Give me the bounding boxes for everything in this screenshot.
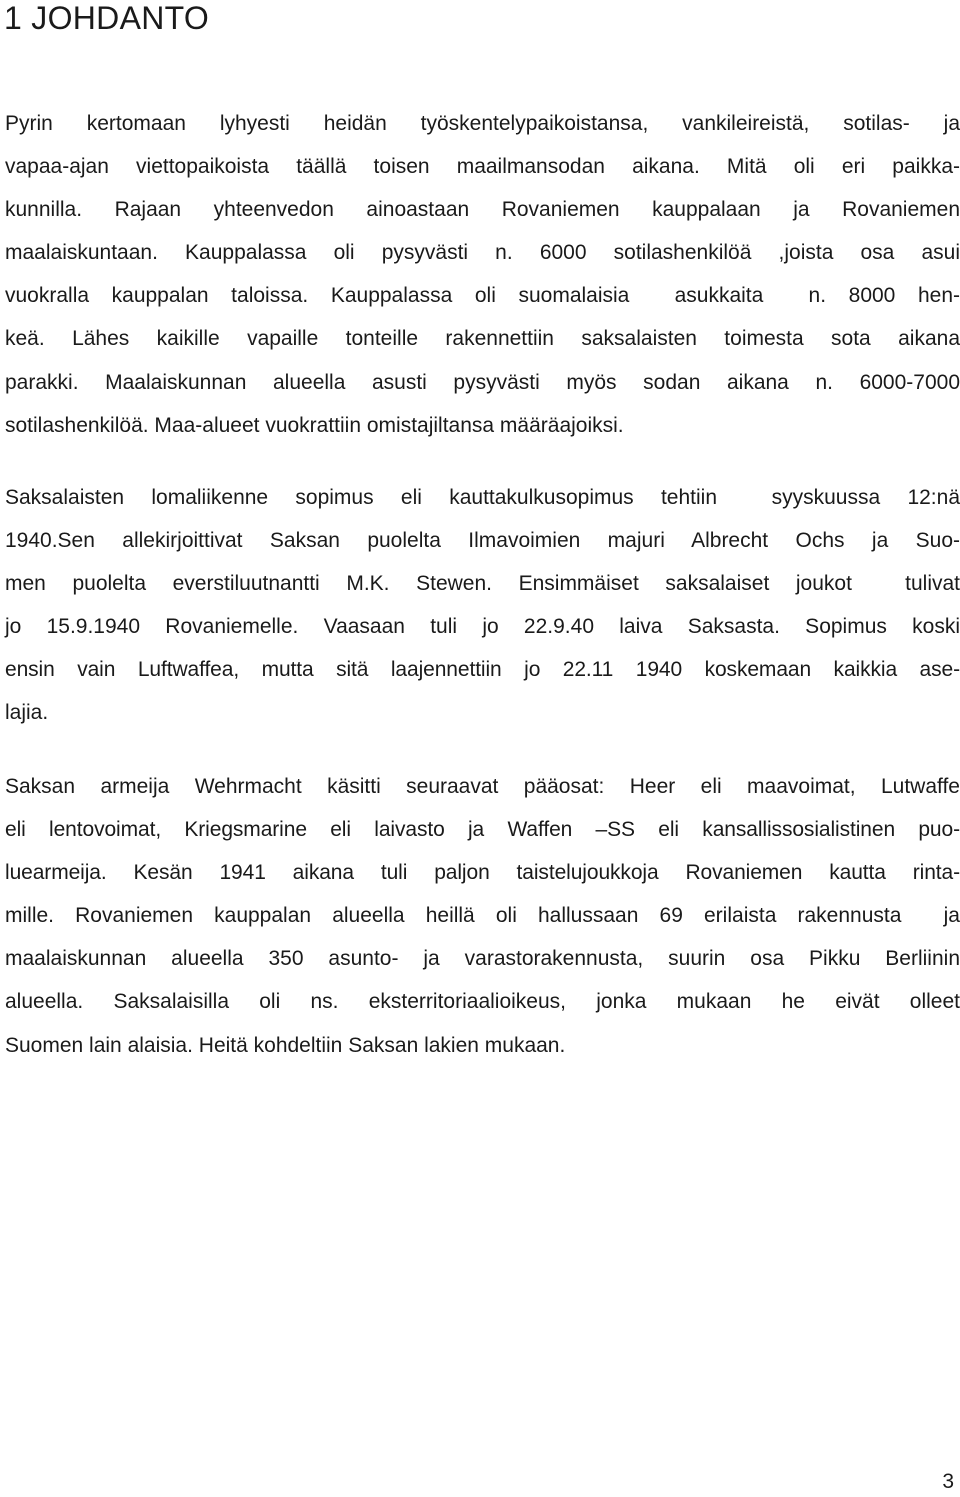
paragraph-line: eli lentovoimat, Kriegsmarine eli laivasto ja Waffen –SS eli kansallissosialistinen puo- [5,818,960,842]
paragraph-line: maalaiskunnan alueella 350 asunto- ja varastorakennusta, suurin osa Pikku Berliinin [5,947,960,971]
chapter-heading: 1 JOHDANTO [4,0,210,36]
paragraph-line: Pyrin kertomaan lyhyesti heidän työskentelypaikoistansa, vankileireistä, sotilas- ja [5,112,960,135]
paragraph-line: vuokralla kauppalan taloissa. Kauppalassa oli suomalaisia asukkaita n. 8000 hen- [5,284,960,308]
paragraph-line: lajia. [5,701,49,725]
paragraph-line: jo 15.9.1940 Rovaniemelle. Vaasaan tuli jo 22.9.40 laiva Saksasta. Sopimus koski [5,615,960,639]
paragraph-line: parakki. Maalaiskunnan alueella asusti pysyvästi myös sodan aikana n. 6000-7000 [5,370,960,394]
paragraph-2 [5,476,960,735]
paragraph-line: sotilashenkilöä. Maa-alueet vuokrattiin omistajiltansa määräajoiksi. [5,413,624,437]
paragraph-3 [5,765,960,1067]
paragraph-line: kunnilla. Rajaan yhteenvedon ainoastaan Rovaniemen kauppalaan ja Rovaniemen [5,198,960,222]
paragraph-line: ensin vain Luftwaffea, mutta sitä laajennettiin jo 22.11 1940 koskemaan kaikkia ase- [5,658,960,682]
paragraph-line: mille. Rovaniemen kauppalan alueella heillä oli hallussaan 69 erilaista rakennusta ja [5,904,960,928]
paragraph-line: men puolelta everstiluutnantti M.K. Stewen. Ensimmäiset saksalaiset joukot tulivat [5,572,960,596]
paragraph-line: vapaa-ajan viettopaikoista täällä toisen maailmansodan aikana. Mitä oli eri paikka- [5,155,960,179]
paragraph-line: Suomen lain alaisia. Heitä kohdeltiin Saksan lakien mukaan. [5,1033,566,1057]
paragraph-line: Saksan armeija Wehrmacht käsitti seuraavat pääosat: Heer eli maavoimat, Lutwaffe [5,775,960,798]
paragraph-line: luearmeija. Kesän 1941 aikana tuli paljon taistelujoukkoja Rovaniemen kautta rinta- [5,861,960,885]
paragraph-line: maalaiskuntaan. Kauppalassa oli pysyvästi n. 6000 sotilashenkilöä ,joista osa asui [5,241,960,265]
paragraph-line: 1940.Sen allekirjoittivat Saksan puolelta Ilmavoimien majuri Albrecht Ochs ja Suo- [5,529,960,553]
paragraph-line: Saksalaisten lomaliikenne sopimus eli kauttakulkusopimus tehtiin syyskuussa 12:nä [5,486,960,509]
page-number: 3 [942,1470,954,1493]
paragraph-1 [5,102,960,447]
paragraph-line: alueella. Saksalaisilla oli ns. eksterritoriaalioikeus, jonka mukaan he eivät olleet [5,990,960,1014]
paragraph-line: keä. Lähes kaikille vapaille tonteille rakennettiin saksalaisten toimesta sota aikana [5,327,960,351]
